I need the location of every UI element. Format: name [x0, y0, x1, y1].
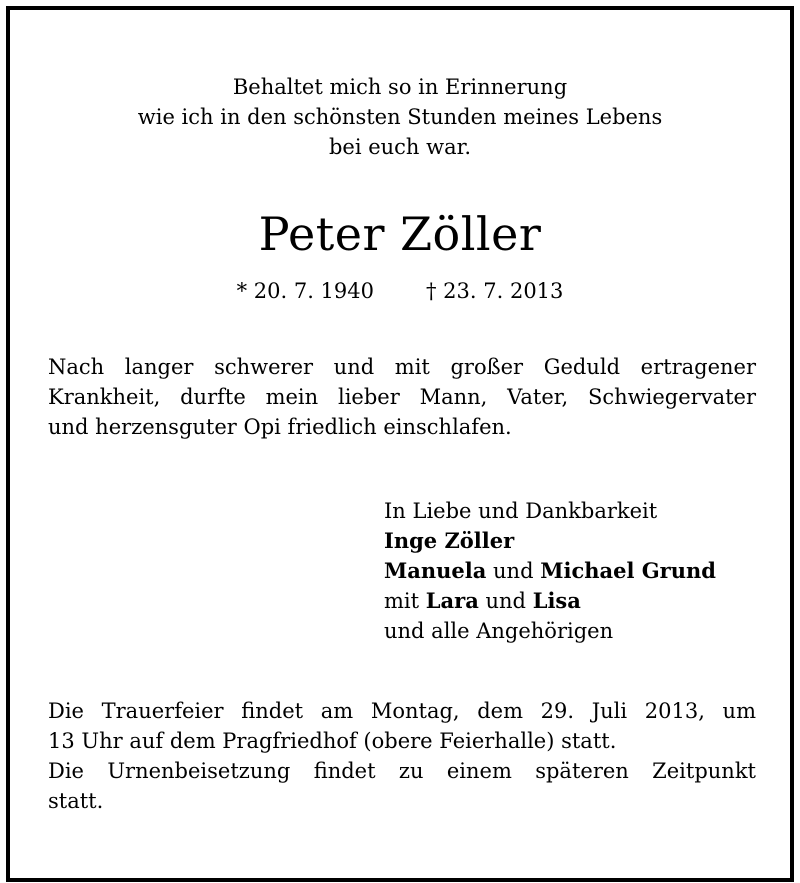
paragraph-line: Die Trauerfeier findet am Montag, dem 29. Juli 2013, um: [48, 699, 756, 723]
paragraph-line: und herzensguter Opi friedlich einschlafen.: [48, 415, 512, 439]
funeral-service-info: [48, 696, 756, 816]
mourner-line: [384, 556, 716, 586]
quote-line: wie ich in den schönsten Stunden meines Lebens: [137, 105, 663, 129]
grandchildren-line: [384, 586, 716, 616]
life-dates: [10, 276, 790, 306]
connector-text: und: [493, 559, 534, 583]
signature-greeting: In Liebe und Dankbarkeit: [384, 499, 658, 523]
paragraph-line: Krankheit, durfte mein lieber Mann, Vater, Schwiegervater: [48, 385, 756, 409]
deceased-name: Peter Zöller: [258, 207, 542, 261]
mourner-name: Inge Zöller: [384, 528, 515, 553]
mourners-signature: [384, 496, 716, 646]
paragraph-line: statt.: [48, 789, 104, 813]
mourner-name: Michael Grund: [540, 558, 716, 583]
connector-text: mit: [384, 589, 420, 613]
death-date: † 23. 7. 2013: [426, 279, 564, 303]
quote-line: Behaltet mich so in Erinnerung: [232, 75, 568, 99]
relatives-line: und alle Angehörigen: [384, 619, 614, 643]
obituary-notice: [6, 6, 794, 882]
connector-text: und: [485, 589, 526, 613]
paragraph-line: 13 Uhr auf dem Pragfriedhof (obere Feierhalle) statt.: [48, 729, 617, 753]
paragraph-line: Nach langer schwerer und mit großer Geduld ertragener: [48, 355, 756, 379]
grandchild-name: Lara: [425, 588, 479, 613]
paragraph-line: Die Urnenbeisetzung findet zu einem späteren Zeitpunkt: [48, 759, 756, 783]
birth-date: * 20. 7. 1940: [236, 279, 374, 303]
mourner-name: Manuela: [384, 558, 487, 583]
announcement-paragraph: [48, 352, 756, 442]
quote-line: bei euch war.: [328, 135, 472, 159]
grandchild-name: Lisa: [532, 588, 581, 613]
memorial-quote: [10, 72, 790, 162]
